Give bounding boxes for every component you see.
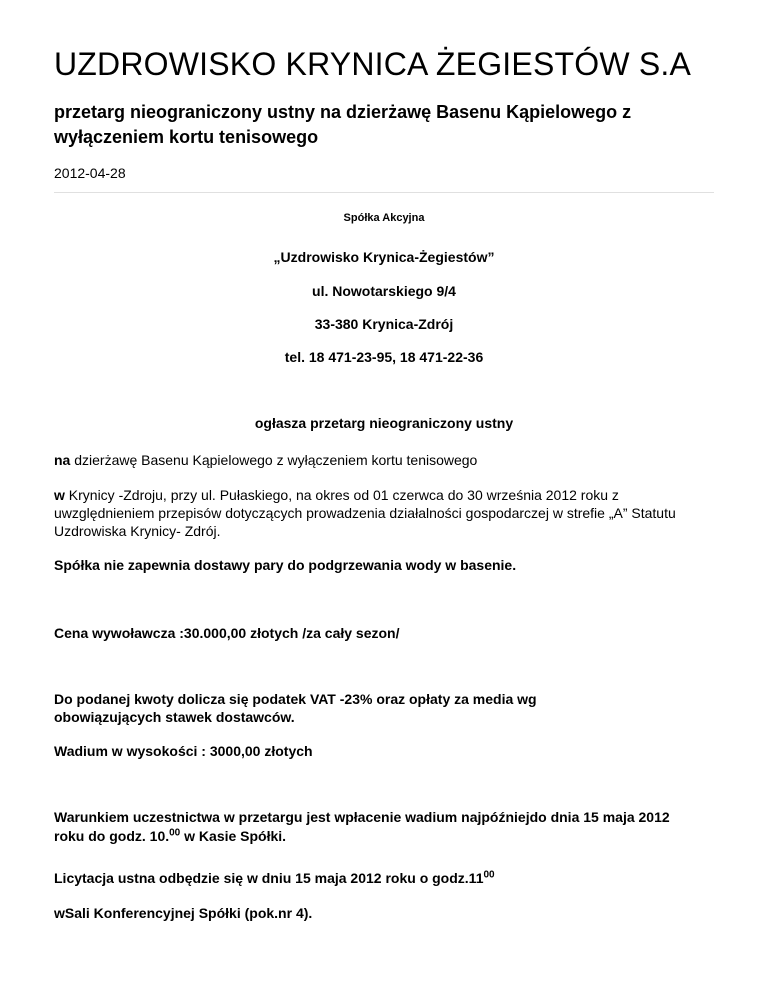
company-name: „Uzdrowisko Krynica-Żegiestów” — [273, 249, 495, 265]
condition-time-minutes: 00 — [169, 827, 181, 839]
participation-condition — [54, 808, 694, 846]
vat-note: Do podanej kwoty dolicza się podatek VAT -23% oraz opłaty za media wg obowiązujących stawek dostawców. — [54, 691, 537, 725]
address-phone: tel. 18 471-23-95, 18 471-22-36 — [284, 349, 484, 365]
deposit-amount: Wadium w wysokości : 3000,00 złotych — [54, 743, 313, 759]
paragraph-lead: w — [54, 487, 65, 503]
publication-date: 2012-04-28 — [54, 165, 126, 181]
auction-info — [54, 869, 714, 887]
paragraph-text: dzierżawę Basenu Kąpielowego z wyłączeniem kortu tenisowego — [70, 452, 478, 468]
starting-price: Cena wywoławcza :30.000,00 złotych /za cały sezon/ — [54, 625, 400, 641]
auction-text: Licytacja ustna odbędzie się w dniu 15 maja 2012 roku o godz.11 — [54, 870, 484, 886]
auction-time-minutes: 00 — [483, 869, 495, 881]
company-type: Spółka Akcyjna — [343, 212, 425, 224]
paragraph-lead: na — [54, 452, 71, 468]
announcement: ogłasza przetarg nieograniczony ustny — [254, 415, 514, 431]
auction-location: wSali Konferencyjnej Spółki (pok.nr 4). — [54, 905, 313, 921]
paragraph-subject — [54, 451, 714, 469]
divider — [54, 192, 714, 193]
condition-text: Warunkiem uczestnictwa w przetargu jest wpłacenie wadium najpóźniejdo dnia 15 maja 2012 roku do godz. 10. — [54, 809, 670, 844]
paragraph-text: Krynicy -Zdroju, przy ul. Pułaskiego, na okres od 01 czerwca do 30 września 2012 roku z uwzględnieniem przepisów dotyczących prowadzenia działalności gospodarczej w strefie „A” Statutu Uzdrowiska Krynicy- Zdrój. — [54, 487, 676, 539]
steam-note: Spółka nie zapewnia dostawy pary do podgrzewania wody w basenie. — [54, 557, 517, 573]
address-city: 33-380 Krynica-Zdrój — [314, 316, 454, 332]
paragraph-location — [54, 486, 714, 540]
page-title: przetarg nieograniczony ustny na dzierżawę Basenu Kąpielowego z wyłączeniem kortu tenisowego — [54, 102, 632, 147]
address-street: ul. Nowotarskiego 9/4 — [312, 283, 456, 299]
organization-name: UZDROWISKO KRYNICA ŻEGIESTÓW S.A — [54, 46, 691, 82]
condition-tail: w Kasie Spółki. — [180, 828, 287, 844]
